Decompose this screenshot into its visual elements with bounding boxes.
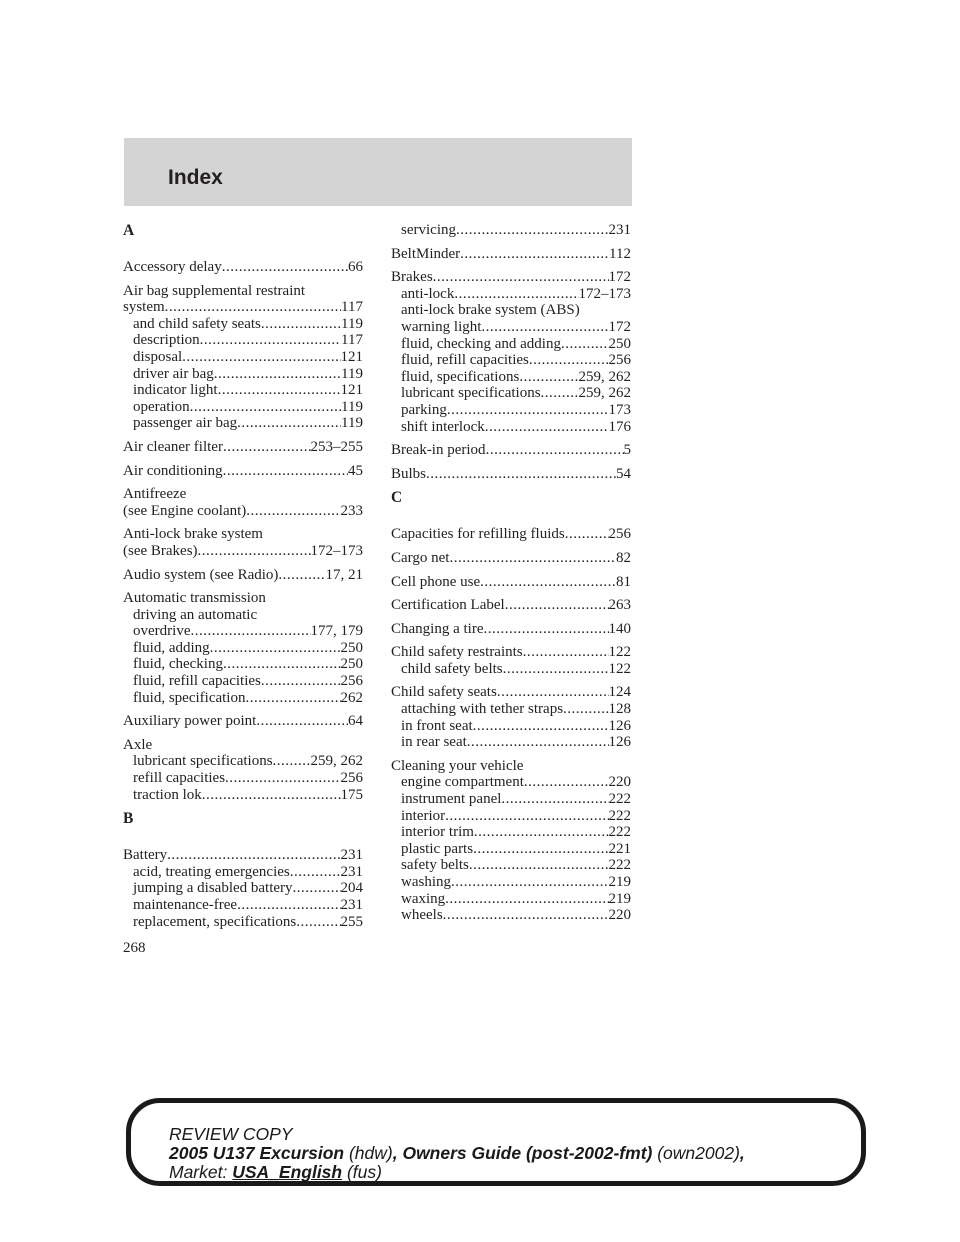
- dot-leader: [501, 791, 608, 808]
- page-ref: 259, 262: [578, 368, 631, 385]
- page-ref: 231: [608, 222, 631, 238]
- page-ref: 219: [608, 874, 631, 890]
- index-term: Cleaning your vehicle: [391, 757, 524, 774]
- page-ref: 112: [609, 245, 631, 262]
- page-ref: 250: [340, 639, 363, 656]
- index-line: [123, 349, 363, 366]
- page-ref: 221: [608, 840, 631, 857]
- section-title: Index: [168, 166, 223, 189]
- index-line: [391, 734, 631, 751]
- index-line: [391, 874, 631, 891]
- page-ref: 262: [340, 689, 363, 706]
- dot-leader: [505, 597, 609, 614]
- index-line: [123, 690, 363, 707]
- index-term: operation: [133, 398, 190, 415]
- index-line: [391, 269, 631, 286]
- index-term: in rear seat: [401, 734, 467, 751]
- index-term: jumping a disabled battery: [133, 880, 293, 897]
- dot-leader: [426, 466, 616, 483]
- index-entry: [391, 526, 631, 543]
- index-term: Changing a tire: [391, 620, 484, 637]
- dot-leader: [481, 319, 608, 336]
- index-term: attaching with tether straps: [401, 701, 564, 718]
- index-term: refill capacities: [133, 770, 226, 787]
- index-line: [123, 864, 363, 881]
- dot-leader: [503, 661, 609, 678]
- index-line: [123, 640, 363, 657]
- index-term: and child safety seats: [133, 315, 261, 332]
- index-term: Audio system (see Radio): [123, 566, 279, 583]
- dot-leader: [200, 332, 341, 349]
- index-entry: [391, 442, 631, 459]
- index-term: fluid, specifications: [401, 368, 520, 385]
- dot-leader: [223, 439, 311, 456]
- index-entry: [123, 439, 363, 456]
- page-ref: 66: [348, 259, 363, 275]
- index-entry: [391, 684, 631, 750]
- dot-leader: [519, 369, 578, 386]
- index-line: [391, 718, 631, 735]
- index-line: [123, 897, 363, 914]
- index-line: [123, 439, 363, 456]
- page-ref: 256: [340, 770, 363, 787]
- page-ref: 172: [608, 269, 631, 286]
- index-entry: [123, 486, 363, 519]
- page-ref: 255: [340, 913, 363, 930]
- dot-leader: [523, 644, 609, 661]
- index-term: system: [123, 299, 165, 316]
- index-line: [123, 543, 363, 560]
- index-entry: [391, 246, 631, 263]
- index-line: [391, 402, 631, 419]
- index-entry: [123, 567, 363, 584]
- dot-leader: [237, 415, 341, 432]
- page-ref: 172–173: [578, 285, 631, 302]
- index-term: Cargo net: [391, 549, 450, 566]
- index-line: [391, 644, 631, 661]
- page-ref: 259, 262: [310, 753, 363, 770]
- dot-leader: [293, 880, 341, 897]
- footer-segment: (own2002): [652, 1143, 740, 1163]
- footer-segment: (fus): [342, 1162, 382, 1182]
- page-ref: 233: [340, 502, 363, 519]
- page-ref: 64: [348, 713, 363, 730]
- dot-leader: [167, 847, 340, 864]
- footer-document-line: [169, 1144, 745, 1163]
- index-entry: [391, 644, 631, 677]
- dot-leader: [474, 824, 609, 841]
- dot-leader: [296, 914, 340, 931]
- index-column-right: [391, 222, 631, 931]
- index-term: Air cleaner filter: [123, 438, 223, 455]
- index-line: [123, 787, 363, 804]
- page-number: 268: [123, 940, 146, 956]
- page-ref: 177, 179: [310, 623, 363, 640]
- index-line: [123, 770, 363, 787]
- dot-leader: [561, 336, 609, 353]
- index-term: BeltMinder: [391, 245, 461, 262]
- page-ref: 256: [608, 526, 631, 543]
- dot-leader: [541, 385, 579, 402]
- dot-leader: [473, 718, 609, 735]
- index-line: [123, 914, 363, 931]
- footer-segment: , Owners Guide (post-2002-fmt): [392, 1143, 653, 1163]
- index-entry: [391, 574, 631, 591]
- index-line: [123, 713, 363, 730]
- page-ref: 119: [341, 365, 363, 382]
- dot-leader: [497, 684, 609, 701]
- index-line: [123, 259, 363, 276]
- page-ref: 253–255: [310, 438, 363, 455]
- index-term: overdrive: [133, 623, 191, 640]
- index-line: [123, 656, 363, 673]
- page-ref: 204: [340, 880, 363, 897]
- dot-leader: [246, 503, 340, 520]
- index-line: [391, 574, 631, 591]
- index-line: [391, 466, 631, 483]
- page-ref: 117: [341, 332, 363, 349]
- dot-leader: [223, 656, 341, 673]
- index-line: [391, 385, 631, 402]
- footer-market-line: [169, 1163, 745, 1182]
- dot-leader: [190, 623, 310, 640]
- dot-leader: [261, 673, 341, 690]
- index-term: safety belts: [401, 857, 469, 874]
- footer-segment: Market:: [169, 1162, 233, 1182]
- footer-segment: USA_English: [232, 1162, 343, 1182]
- index-entry: [391, 550, 631, 567]
- index-entry: [123, 463, 363, 480]
- page-ref: 172–173: [310, 542, 363, 559]
- page-ref: 256: [340, 673, 363, 690]
- index-entry: [123, 713, 363, 730]
- index-term: plastic parts: [401, 840, 474, 857]
- page-ref: 231: [340, 897, 363, 913]
- page-ref: 250: [340, 656, 363, 673]
- index-term: disposal: [133, 348, 183, 365]
- index-term: Brakes: [391, 269, 433, 286]
- index-entry: [123, 847, 363, 930]
- dot-leader: [273, 753, 311, 770]
- index-term: fluid, refill capacities: [401, 352, 529, 369]
- dot-leader: [456, 222, 609, 239]
- dot-leader: [447, 402, 609, 419]
- section-header-band: [124, 138, 632, 206]
- index-line: [391, 319, 631, 336]
- index-term: fluid, checking: [133, 656, 223, 673]
- index-term: lubricant specifications: [401, 385, 541, 402]
- dot-leader: [225, 770, 340, 787]
- index-line: [391, 857, 631, 874]
- page-ref: 5: [623, 442, 631, 459]
- index-line: [123, 399, 363, 416]
- page-ref: 126: [608, 717, 631, 734]
- index-line: [391, 701, 631, 718]
- dot-leader: [454, 286, 578, 303]
- index-entry: [123, 526, 363, 559]
- index-entry: [391, 466, 631, 483]
- page-ref: 175: [340, 786, 363, 803]
- dot-leader: [485, 419, 609, 436]
- page-ref: 140: [608, 620, 631, 637]
- page-ref: 121: [340, 348, 363, 365]
- index-line: [391, 907, 631, 924]
- index-term: Automatic transmission: [123, 590, 266, 607]
- index-term: Capacities for refilling fluids: [391, 526, 565, 543]
- index-entry: [391, 758, 631, 924]
- index-term: washing: [401, 874, 451, 890]
- index-term: child safety belts: [401, 660, 503, 677]
- dot-leader: [222, 259, 348, 276]
- index-line: [123, 332, 363, 349]
- index-letter-heading: A: [123, 222, 135, 239]
- index-term: Antifreeze: [123, 486, 187, 503]
- index-term: interior trim: [401, 824, 474, 841]
- dot-leader: [449, 550, 616, 567]
- index-term: Axle: [123, 736, 153, 753]
- dot-leader: [210, 640, 341, 657]
- index-line: [123, 366, 363, 383]
- index-term: anti-lock: [401, 285, 455, 302]
- dot-leader: [563, 701, 608, 718]
- dot-leader: [480, 574, 616, 591]
- index-line: [123, 415, 363, 432]
- page-ref: 128: [608, 701, 631, 718]
- index-entry: [391, 222, 631, 239]
- index-line: [391, 336, 631, 353]
- index-term: Anti-lock brake system: [123, 526, 263, 543]
- footer-segment: (hdw): [344, 1143, 393, 1163]
- index-line: [123, 567, 363, 584]
- page-ref: 222: [608, 824, 631, 841]
- index-term: passenger air bag: [133, 415, 238, 432]
- index-term: Accessory delay: [123, 259, 222, 275]
- index-term: Certification Label: [391, 597, 505, 614]
- dot-leader: [529, 352, 609, 369]
- index-line: [391, 824, 631, 841]
- page-ref: 119: [341, 315, 363, 332]
- index-line: [391, 419, 631, 436]
- index-line: [391, 246, 631, 263]
- index-letter-heading: B: [123, 810, 134, 828]
- dot-leader: [469, 857, 609, 874]
- dot-leader: [198, 543, 311, 560]
- index-term: Break-in period: [391, 442, 486, 459]
- index-term: engine compartment: [401, 774, 524, 791]
- index-term: Cell phone use: [391, 573, 481, 590]
- index-term: Child safety seats: [391, 684, 497, 701]
- page-ref: 222: [608, 791, 631, 808]
- index-term: wheels: [401, 907, 443, 924]
- index-entry: [123, 737, 363, 803]
- page-ref: 219: [608, 890, 631, 907]
- page-ref: 250: [608, 335, 631, 352]
- index-line: [391, 661, 631, 678]
- page-ref: 222: [608, 857, 631, 874]
- dot-leader: [445, 808, 608, 825]
- index-line: [123, 847, 363, 864]
- index-line: [123, 880, 363, 897]
- dot-leader: [245, 690, 340, 707]
- dot-leader: [473, 841, 608, 858]
- page-ref: 45: [348, 462, 363, 479]
- page-ref: 122: [608, 660, 631, 677]
- index-line: [391, 222, 631, 239]
- index-line: [391, 286, 631, 303]
- index-term: (see Engine coolant): [123, 502, 247, 519]
- index-term: Air conditioning: [123, 462, 223, 479]
- dot-leader: [445, 891, 608, 908]
- index-line: [391, 369, 631, 386]
- page-ref: 17, 21: [325, 566, 363, 583]
- index-line: [391, 597, 631, 614]
- index-term: traction lok: [133, 786, 202, 803]
- index-term: (see Brakes): [123, 542, 198, 559]
- index-line: [391, 791, 631, 808]
- dot-leader: [202, 787, 341, 804]
- index-line: [391, 774, 631, 791]
- index-term: interior: [401, 807, 446, 824]
- index-term: fluid, adding: [133, 639, 210, 656]
- index-entry: [123, 590, 363, 706]
- index-term: Auxiliary power point: [123, 713, 257, 730]
- dot-leader: [443, 907, 609, 924]
- dot-leader: [261, 316, 341, 333]
- dot-leader: [433, 269, 609, 286]
- dot-leader: [483, 621, 608, 638]
- index-term: Child safety restraints: [391, 644, 523, 661]
- index-entry: [123, 259, 363, 276]
- page-ref: 173: [608, 401, 631, 418]
- index-term: lubricant specifications: [133, 753, 273, 770]
- index-entry: [391, 597, 631, 614]
- index-letter-heading: C: [391, 489, 403, 507]
- index-term: maintenance-free: [133, 897, 238, 913]
- index-line: [123, 316, 363, 333]
- index-entry: [391, 621, 631, 638]
- index-term: Battery: [123, 847, 168, 864]
- page-ref: 176: [608, 418, 631, 435]
- index-term: warning light: [401, 318, 482, 335]
- review-copy-footer: [126, 1098, 866, 1186]
- index-line: [123, 673, 363, 690]
- dot-leader: [460, 246, 609, 263]
- dot-leader: [223, 463, 348, 480]
- page-ref: 124: [608, 684, 631, 701]
- index-line: [391, 621, 631, 638]
- index-term: fluid, checking and adding: [401, 335, 561, 352]
- index-term: Air bag supplemental restraint: [123, 282, 306, 299]
- dot-leader: [256, 713, 348, 730]
- page-ref: 81: [616, 573, 631, 590]
- page-ref: 231: [340, 847, 363, 864]
- page-ref: 82: [616, 549, 631, 566]
- page-ref: 119: [341, 415, 363, 432]
- index-term: instrument panel: [401, 791, 502, 808]
- footer-segment: 2005 U137 Excursion: [169, 1143, 345, 1163]
- page-ref: 122: [608, 644, 631, 661]
- page-ref: 121: [340, 382, 363, 399]
- page-ref: 220: [608, 907, 631, 924]
- index-line: [391, 442, 631, 459]
- index-line: [123, 299, 363, 316]
- dot-leader: [290, 864, 341, 881]
- page-ref: 231: [340, 863, 363, 880]
- index-term: description: [133, 332, 200, 349]
- index-line: [123, 753, 363, 770]
- footer-text: [169, 1125, 745, 1182]
- page-ref: 54: [616, 465, 631, 482]
- index-line: [391, 352, 631, 369]
- dot-leader: [451, 874, 609, 891]
- index-line: [391, 526, 631, 543]
- page-ref: 222: [608, 807, 631, 824]
- index-line: [123, 623, 363, 640]
- page-ref: 119: [341, 398, 363, 415]
- index-line: [391, 684, 631, 701]
- index-entry: [123, 283, 363, 432]
- dot-leader: [165, 299, 341, 316]
- page-ref: 256: [608, 352, 631, 369]
- index-column-left: [123, 222, 363, 937]
- page-ref: 259, 262: [578, 385, 631, 402]
- index-line: [123, 503, 363, 520]
- dot-leader: [467, 734, 609, 751]
- footer-review-label: REVIEW COPY: [169, 1124, 293, 1144]
- index-entry: [391, 269, 631, 435]
- index-term: shift interlock: [401, 418, 485, 435]
- index-term: fluid, refill capacities: [133, 673, 261, 690]
- dot-leader: [565, 526, 609, 543]
- dot-leader: [218, 382, 341, 399]
- dot-leader: [182, 349, 340, 366]
- index-term: Bulbs: [391, 465, 427, 482]
- footer-segment: ,: [739, 1143, 745, 1163]
- page-ref: 263: [608, 597, 631, 614]
- dot-leader: [278, 567, 325, 584]
- index-term: waxing: [401, 890, 446, 907]
- index-term: indicator light: [133, 382, 218, 399]
- index-term: replacement, specifications: [133, 913, 297, 930]
- index-term: parking: [401, 401, 447, 418]
- dot-leader: [190, 399, 341, 416]
- index-line: [391, 891, 631, 908]
- dot-leader: [214, 366, 341, 383]
- page-ref: 172: [608, 318, 631, 335]
- index-line: [391, 808, 631, 825]
- index-term: anti-lock brake system (ABS): [401, 302, 580, 319]
- page-ref: 220: [608, 774, 631, 791]
- index-term: in front seat: [401, 717, 473, 734]
- index-term: servicing: [401, 222, 456, 238]
- index-term: driving an automatic: [133, 606, 258, 623]
- index-term: acid, treating emergencies: [133, 863, 290, 880]
- index-term: driver air bag: [133, 365, 214, 382]
- page-ref: 117: [341, 299, 363, 316]
- index-line: [123, 382, 363, 399]
- dot-leader: [237, 897, 340, 914]
- dot-leader: [486, 442, 624, 459]
- dot-leader: [524, 774, 609, 791]
- index-line: [391, 550, 631, 567]
- index-line: [123, 463, 363, 480]
- page-ref: 126: [608, 734, 631, 751]
- index-line: [391, 841, 631, 858]
- index-term: fluid, specification: [133, 689, 246, 706]
